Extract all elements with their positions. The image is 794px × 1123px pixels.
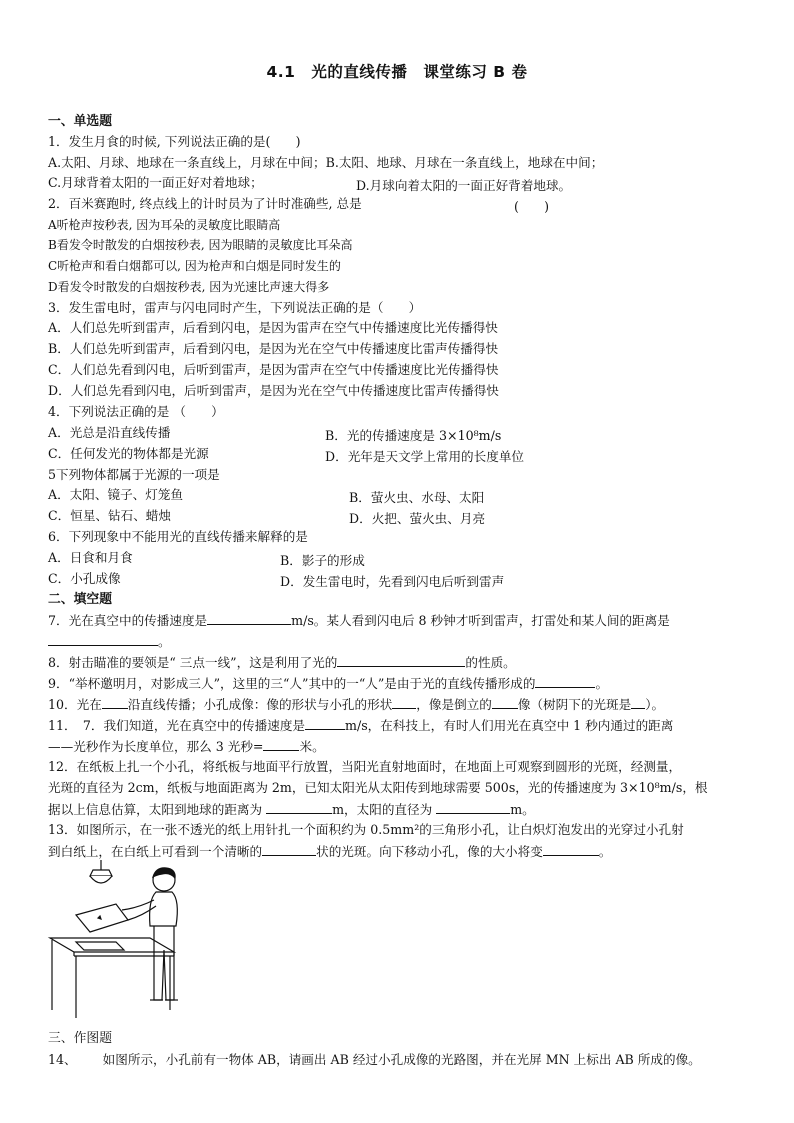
q3-option-a: A．人们总先听到雷声，后看到闪电，是因为雷声在空气中传播速度比光传播得快: [48, 320, 498, 335]
q13-blank-2[interactable]: [543, 843, 599, 856]
q6-option-c: C．小孔成像: [48, 571, 121, 586]
q14-line: 14、 如图所示，小孔前有一物体 AB，请画出 AB 经过小孔成像的光路图，并在光屏 MN 上标出 AB 所成的像。: [48, 1052, 701, 1067]
q1-options-ab: A.太阳、月球、地球在一条直线上，月球在中间；B.太阳、地球、月球在一条直线上，地球在中间；: [48, 155, 604, 170]
q4-option-c: C．任何发光的物体都是光源: [48, 446, 209, 461]
pinhole-lamp-illustration: [46, 860, 196, 1020]
q11-blank-2[interactable]: [263, 738, 299, 751]
q2-option-d: D看发令时散发的白烟按秒表, 因为光速比声速大得多: [48, 280, 330, 294]
q3-option-c: C．人们总先看到闪电，后听到雷声，是因为雷声在空气中传播速度比光传播得快: [48, 362, 499, 377]
q12-line2: 光斑的直径为 2cm，纸板与地面距离为 2m，已知太阳光从太阳传到地球需要 500s，光的传播速度为 3×10⁸m/s，根: [48, 780, 708, 795]
q12-line3: 据以上信息估算，太阳到地球的距离为 m，太阳的直径为 m。: [48, 802, 535, 817]
q9-blank[interactable]: [535, 675, 595, 688]
q7-line2: 。: [48, 633, 171, 650]
q8-blank[interactable]: [337, 654, 465, 667]
q1-option-c: C.月球背着太阳的一面正好对着地球；: [48, 175, 263, 190]
q6-stem: 6．下列现象中不能用光的直线传播来解释的是: [48, 529, 308, 544]
q12-blank-2[interactable]: [436, 801, 510, 814]
q4-option-b: B．光的传播速度是 3×10⁸m/s: [325, 428, 502, 443]
q8-line: 8．射击瞄准的要领是“ 三点一线”，这是利用了光的 的性质。: [48, 655, 516, 670]
q13-line1: 13．如图所示，在一张不透光的纸上用针扎一个面积约为 0.5mm²的三角形小孔，让白炽灯泡发出的光穿过小孔射: [48, 822, 684, 837]
q2-answer-paren: ( ): [514, 199, 550, 214]
q6-option-d: D．发生雷电时，先看到闪电后听到雷声: [280, 574, 505, 589]
q3-stem: 3．发生雷电时，雷声与闪电同时产生，下列说法正确的是（ ）: [48, 300, 422, 315]
q10-blank-2[interactable]: [392, 696, 416, 709]
page-title: 4.1 光的直线传播 课堂练习 B 卷: [266, 63, 528, 81]
q4-stem: 4．下列说法正确的是 （ ）: [48, 404, 224, 419]
q1-stem: 1．发生月食的时候, 下列说法正确的是( ): [48, 134, 301, 149]
q3-option-d: D．人们总先看到闪电，后听到雷声，是因为光在空气中传播速度比雷声传播得快: [48, 383, 499, 398]
q5-option-d: D．火把、萤火虫、月亮: [349, 511, 486, 526]
q2-option-c: C听枪声和看白烟都可以, 因为枪声和白烟是同时发生的: [48, 259, 341, 273]
q10-line: 10．光在 沿直线传播；小孔成像：像的形状与小孔的形状 ，像是倒立的 像（树阴下的光斑是 ）。: [48, 697, 665, 712]
section-heading-drawing: 三、作图题: [48, 1031, 112, 1046]
q2-option-a: A听枪声按秒表, 因为耳朵的灵敏度比眼睛高: [48, 218, 281, 232]
q7-line1: 7．光在真空中的传播速度是 m/s。某人看到闪电后 8 秒钟才听到雷声，打雷处和某人间的距离是: [48, 613, 670, 628]
q7-blank-1[interactable]: [207, 612, 291, 625]
q5-option-c: C．恒星、钻石、蜡烛: [48, 508, 171, 523]
q11-blank-1[interactable]: [305, 717, 345, 730]
q10-blank-1[interactable]: [102, 696, 128, 709]
q5-option-b: B．萤火虫、水母、太阳: [349, 490, 485, 505]
q11-line1: 11． 7．我们知道，光在真空中的传播速度是 m/s，在科技上，有时人们用光在真空中 1 秒内通过的距离: [48, 718, 674, 733]
q12-blank-1[interactable]: [266, 801, 332, 814]
section-heading-single-choice: 一、单选题: [48, 114, 112, 129]
q5-option-a: A．太阳、镜子、灯笼鱼: [48, 487, 184, 502]
q2-option-b: B看发令时散发的白烟按秒表, 因为眼睛的灵敏度比耳朵高: [48, 238, 353, 252]
section-heading-fill-blank: 二、填空题: [48, 592, 112, 607]
q13-line2: 到白纸上，在白纸上可看到一个清晰的 状的光斑。向下移动小孔，像的大小将变 。: [48, 844, 612, 859]
q4-option-d: D．光年是天文学上常用的长度单位: [325, 449, 525, 464]
q9-line: 9．“举杯邀明月，对影成三人”，这里的三“人”其中的一“人”是由于光的直线传播形成的 。: [48, 676, 609, 691]
q10-blank-3[interactable]: [492, 696, 518, 709]
q7-blank-2[interactable]: [48, 633, 158, 646]
q12-line1: 12．在纸板上扎一个小孔，将纸板与地面平行放置，当阳光直射地面时，在地面上可观察到圆形的光斑，经测量，: [48, 759, 682, 774]
q6-option-a: A．日食和月食: [48, 550, 133, 565]
q11-line2: ——光秒作为长度单位，那么 3 光秒= 米。: [48, 739, 325, 754]
q2-stem: 2．百米赛跑时, 终点线上的计时员为了计时准确些, 总是: [48, 196, 362, 211]
q1-option-d: D.月球向着太阳的一面正好背着地球。: [356, 178, 572, 193]
q13-blank-1[interactable]: [262, 843, 316, 856]
q4-option-a: A．光总是沿直线传播: [48, 425, 171, 440]
q10-blank-4[interactable]: [631, 696, 645, 709]
q3-option-b: B．人们总先听到雷声，后看到闪电，是因为光在空气中传播速度比雷声传播得快: [48, 341, 499, 356]
q5-stem: 5下列物体都属于光源的一项是: [48, 467, 220, 482]
q6-option-b: B．影子的形成: [280, 553, 365, 568]
